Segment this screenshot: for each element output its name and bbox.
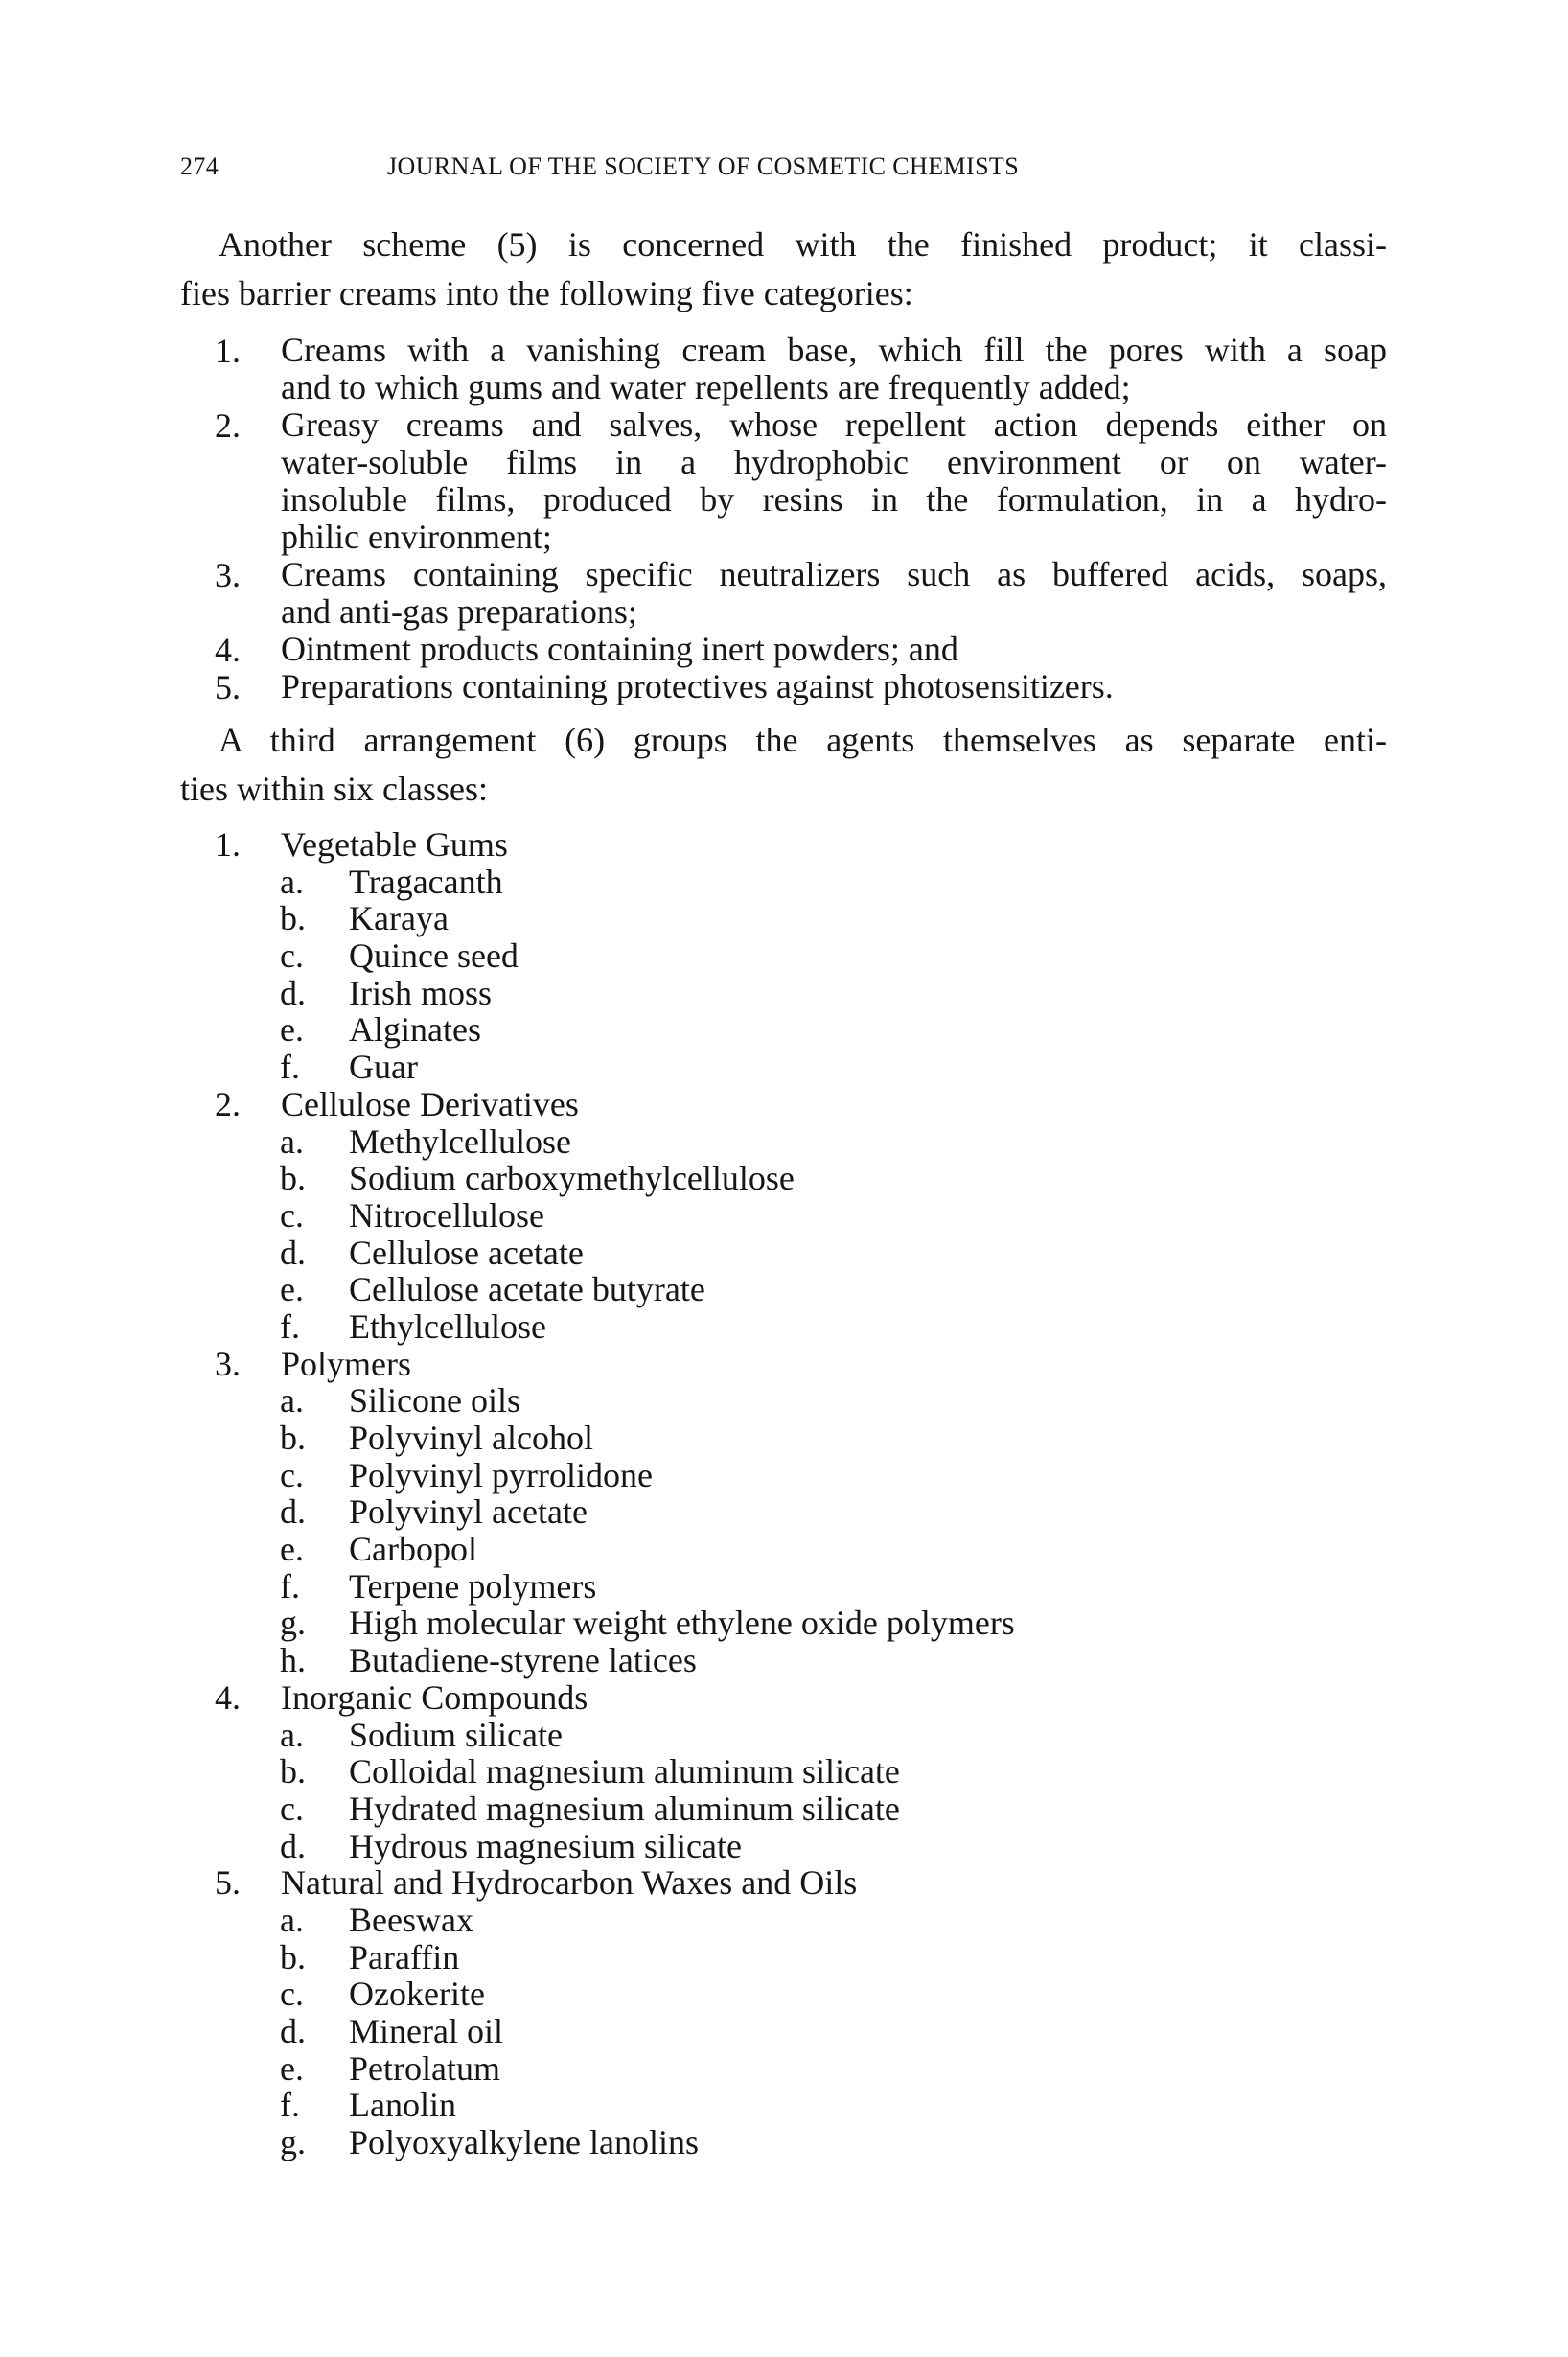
class-number: 5.	[215, 1863, 241, 1903]
item-text: Lanolin	[349, 2086, 456, 2125]
item-text: High molecular weight ethylene oxide polymers	[349, 1604, 1015, 1643]
item-letter: a.	[280, 1121, 304, 1161]
item-text: Paraffin	[349, 1937, 460, 1976]
item-text: Hydrated magnesium aluminum silicate	[349, 1789, 900, 1828]
item-letter: e.	[280, 1530, 304, 1569]
item-letter: d.	[280, 1492, 306, 1532]
item-letter: f.	[280, 1566, 300, 1606]
class-label: Natural and Hydrocarbon Waxes and Oils	[281, 1863, 858, 1903]
item-letter: a.	[280, 1900, 304, 1939]
item-text: Sodium carboxymethylcellulose	[349, 1159, 795, 1198]
item-text: Alginates	[349, 1010, 481, 1050]
item-text: Carbopol	[349, 1530, 477, 1569]
item-letter: a.	[280, 1715, 304, 1754]
item-text: Nitrocellulose	[349, 1195, 544, 1235]
list-line: philic environment;	[281, 518, 552, 556]
item-text: Karaya	[349, 899, 449, 938]
list-item	[180, 631, 1387, 668]
class-number: 1.	[215, 825, 241, 864]
item-letter: e.	[280, 1010, 304, 1050]
third-paragraph	[180, 716, 1387, 814]
item-letter: d.	[280, 973, 306, 1012]
item-letter: f.	[280, 1048, 300, 1087]
class-label: Inorganic Compounds	[281, 1677, 588, 1717]
paragraph-line: A third arrangement (6) groups the agents themselves as separate enti-	[219, 721, 1387, 759]
item-text: Quince seed	[349, 936, 519, 976]
item-letter: c.	[280, 1975, 304, 2014]
item-letter: e.	[280, 1270, 304, 1309]
list-number: 3.	[215, 556, 241, 594]
list-number: 5.	[215, 668, 241, 706]
item-letter: b.	[280, 1752, 306, 1791]
list-line: Preparations containing protectives against photosensitizers.	[281, 667, 1114, 705]
item-text: Methylcellulose	[349, 1121, 571, 1161]
item-letter: g.	[280, 1604, 306, 1643]
item-text: Mineral oil	[349, 2012, 503, 2050]
item-letter: d.	[280, 1233, 306, 1272]
item-text: Polyoxyalkylene lanolins	[349, 2123, 699, 2162]
item-letter: b.	[280, 1937, 306, 1976]
list-item	[180, 332, 1387, 406]
item-text: Cellulose acetate butyrate	[349, 1270, 705, 1309]
item-text: Hydrous magnesium silicate	[349, 1826, 742, 1865]
item-text: Beeswax	[349, 1900, 473, 1939]
list-number: 4.	[215, 631, 241, 669]
item-text: Ethylcellulose	[349, 1306, 546, 1346]
class-number: 3.	[215, 1344, 241, 1383]
list-line: water-soluble films in a hydrophobic environment or on water-	[281, 443, 1387, 481]
page-number: 274	[180, 152, 219, 180]
item-letter: c.	[280, 1789, 304, 1828]
item-letter: f.	[280, 1306, 300, 1346]
item-letter: b.	[280, 1419, 306, 1457]
list-number: 2.	[215, 406, 241, 445]
item-letter: c.	[280, 936, 304, 976]
item-text: Polyvinyl pyrrolidone	[349, 1455, 653, 1494]
item-text: Colloidal magnesium aluminum silicate	[349, 1752, 900, 1791]
item-text: Polyvinyl acetate	[349, 1492, 588, 1532]
item-letter: a.	[280, 862, 304, 901]
item-text: Tragacanth	[349, 862, 503, 901]
list-line: and to which gums and water repellents are frequently added;	[281, 368, 1131, 406]
item-text: Sodium silicate	[349, 1715, 563, 1754]
item-letter: d.	[280, 2012, 306, 2050]
item-letter: b.	[280, 899, 306, 938]
item-text: Cellulose acetate	[349, 1233, 584, 1272]
item-letter: b.	[280, 1159, 306, 1198]
intro-paragraph	[180, 220, 1387, 318]
list-number: 1.	[215, 332, 241, 370]
list-line: Greasy creams and salves, whose repellent action depends either on	[281, 405, 1387, 444]
item-letter: g.	[280, 2123, 306, 2162]
item-text: Terpene polymers	[349, 1566, 597, 1606]
item-text: Silicone oils	[349, 1381, 520, 1421]
list-line: and anti-gas preparations;	[281, 592, 637, 631]
list-item	[180, 556, 1387, 631]
item-letter: h.	[280, 1641, 306, 1680]
item-letter: f.	[280, 2086, 300, 2125]
class-label: Polymers	[281, 1344, 412, 1383]
item-letter: c.	[280, 1195, 304, 1235]
item-letter: c.	[280, 1455, 304, 1494]
item-letter: e.	[280, 2048, 304, 2088]
class-label: Cellulose Derivatives	[281, 1084, 579, 1123]
item-text: Petrolatum	[349, 2048, 500, 2088]
class-label: Vegetable Gums	[281, 825, 508, 864]
list-line: insoluble films, produced by resins in the formulation, in a hydro-	[281, 480, 1387, 519]
item-letter: a.	[280, 1381, 304, 1421]
list-line: Ointment products containing inert powders; and	[281, 630, 958, 668]
list-line: Creams containing specific neutralizers such as buffered acids, soaps,	[281, 555, 1387, 593]
paragraph-line: Another scheme (5) is concerned with the finished product; it classi-	[219, 225, 1387, 264]
item-text: Irish moss	[349, 973, 493, 1012]
item-text: Polyvinyl alcohol	[349, 1419, 593, 1457]
class-number: 2.	[215, 1084, 241, 1123]
paragraph-line: fies barrier creams into the following five categories:	[180, 274, 913, 312]
journal-title: JOURNAL OF THE SOCIETY OF COSMETIC CHEMISTS	[387, 152, 1020, 180]
category-list	[180, 332, 1387, 705]
class-number: 4.	[215, 1677, 241, 1717]
list-item	[180, 406, 1387, 556]
item-letter: d.	[280, 1826, 306, 1865]
list-line: Creams with a vanishing cream base, which fill the pores with a soap	[281, 331, 1387, 369]
list-item	[180, 668, 1387, 705]
item-text: Ozokerite	[349, 1975, 485, 2014]
item-text: Butadiene-styrene latices	[349, 1641, 697, 1680]
paragraph-line: ties within six classes:	[180, 770, 488, 808]
item-text: Guar	[349, 1048, 418, 1087]
